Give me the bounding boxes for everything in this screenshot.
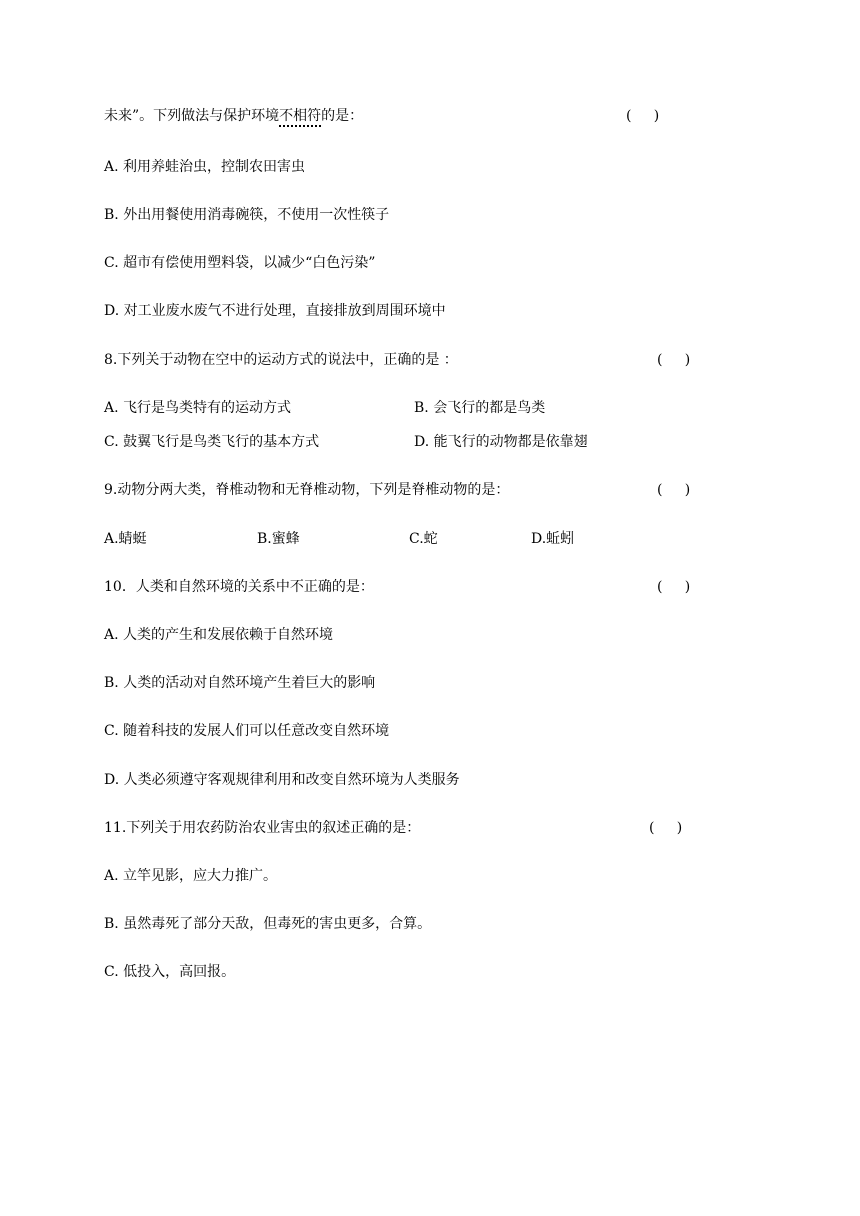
- question-10-option-d: D. 人类必须遵守客观规律利用和改变自然环境为人类服务: [104, 772, 460, 788]
- question-9-option-b: B.蜜蜂: [257, 531, 300, 547]
- question-7-option-c: C. 超市有偿使用塑料袋，以减少“白色污染”: [104, 255, 376, 271]
- question-7-stem-end: 的是：: [321, 108, 364, 124]
- question-8-option-a: A. 飞行是鸟类特有的运动方式: [104, 400, 292, 416]
- question-10-option-a: A. 人类的产生和发展依赖于自然环境: [104, 627, 334, 643]
- question-8-stem: 8.下列关于动物在空中的运动方式的说法中，正确的是 ：: [104, 352, 458, 368]
- question-8-option-c: C. 鼓翼飞行是鸟类飞行的基本方式: [104, 434, 320, 450]
- question-8-option-b: B. 会飞行的都是鸟类: [414, 400, 546, 416]
- question-11-option-a: A. 立竿见影，应大力推广。: [104, 868, 278, 884]
- question-11-stem: 11.下列关于用农药防治农业害虫的叙述正确的是：: [104, 820, 421, 836]
- question-9-option-d: D.蚯蚓: [531, 531, 575, 547]
- question-9-option-a: A.蜻蜓: [104, 531, 147, 547]
- question-7-emphasis: 不相符: [279, 108, 321, 127]
- question-7-stem: [104, 107, 363, 125]
- question-11-option-c: C. 低投入，高回报。: [104, 964, 236, 980]
- question-11-option-b: B. 虽然毒死了部分天敌，但毒死的害虫更多，合算。: [104, 916, 432, 932]
- question-9-option-c: C.蛇: [409, 531, 438, 547]
- question-7-option-b: B. 外出用餐使用消毒碗筷，不使用一次性筷子: [104, 207, 390, 223]
- question-7-option-a: A. 利用养蛙治虫，控制农田害虫: [104, 159, 306, 175]
- question-10-option-b: B. 人类的活动对自然环境产生着巨大的影响: [104, 675, 376, 691]
- question-10-option-c: C. 随着科技的发展人们可以任意改变自然环境: [104, 723, 390, 739]
- question-9-stem: 9.动物分两大类，脊椎动物和无脊椎动物，下列是脊椎动物的是：: [104, 482, 510, 498]
- question-8-answer-bracket: ( ): [657, 352, 691, 368]
- question-7-answer-bracket: ( ): [626, 108, 660, 124]
- question-7-option-d: D. 对工业废水废气不进行处理，直接排放到周围环境中: [104, 303, 446, 319]
- question-10-answer-bracket: ( ): [657, 579, 691, 595]
- question-7-stem-text: 未来”。下列做法与保护环境: [104, 108, 280, 124]
- question-11-answer-bracket: ( ): [649, 820, 683, 836]
- question-10-stem: 10．人类和自然环境的关系中不正确的是：: [104, 579, 374, 595]
- question-9-answer-bracket: ( ): [657, 482, 691, 498]
- question-8-option-d: D. 能飞行的动物都是依靠翅: [414, 434, 588, 450]
